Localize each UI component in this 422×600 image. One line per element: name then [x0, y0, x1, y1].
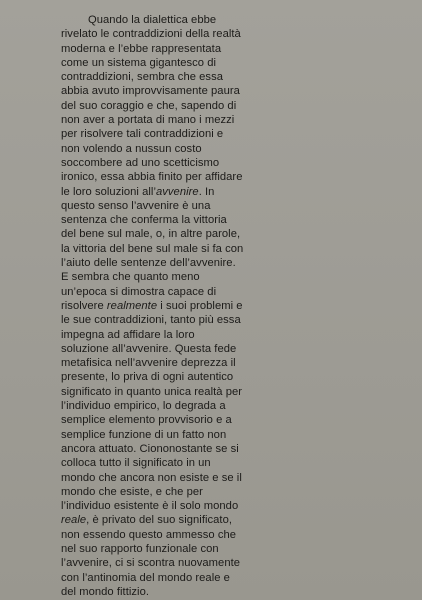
text-line	[61, 342, 361, 356]
text-line-text: mondo che esiste, e che per	[61, 485, 203, 498]
text-line	[61, 227, 361, 241]
text-line-italic: avvenire	[156, 185, 199, 198]
text-line	[61, 142, 361, 156]
text-line-text: come un sistema gigantesco di	[61, 56, 217, 69]
text-line-text: la vittoria del bene sul male si fa con	[61, 242, 244, 255]
text-line	[61, 270, 361, 284]
text-line-text: moderna e l’ebbe rappresentata	[61, 42, 222, 55]
text-line-text: l’individuo esistente è il solo mondo	[61, 500, 239, 513]
text-line-continuation: i suoi problemi e	[157, 299, 243, 312]
text-line-text: per risolvere tali contraddizioni e	[61, 128, 224, 141]
text-line	[61, 456, 361, 470]
text-line-text: del suo coraggio e che, sapendo di	[61, 99, 237, 112]
text-line-text: impegna ad affidare la loro	[61, 328, 195, 341]
text-line	[61, 42, 361, 56]
text-line	[61, 571, 361, 585]
text-line	[61, 413, 361, 427]
text-line-text: abbia avuto improvvisamente paura	[61, 85, 240, 98]
text-line	[61, 113, 361, 127]
text-line	[61, 242, 361, 256]
text-line-text: Quando la dialettica ebbe	[88, 14, 217, 26]
text-line	[61, 356, 361, 370]
text-line-text: ancora attuato. Ciononostante se si	[61, 442, 239, 455]
text-line-text: con l’antinomia del mondo reale e	[61, 571, 230, 584]
text-line	[61, 256, 361, 270]
text-line-text: contraddizioni, sembra che essa	[61, 71, 223, 84]
text-line-text: metafisica nell’avvenire deprezza il	[61, 357, 236, 370]
text-line-text: risolvere	[61, 299, 107, 312]
text-line-text: l’avvenire, ci si scontra nuovamente	[61, 557, 241, 570]
text-line-text: non volendo a nussun costo	[61, 142, 202, 155]
text-line-text: soluzione all’avvenire. Questa fede	[61, 342, 237, 355]
text-line-continuation: , è privato del suo significato,	[86, 514, 233, 527]
text-line-text: questo senso l’avvenire è una	[61, 199, 211, 212]
text-line-continuation: . In	[198, 185, 215, 198]
text-line-text: non essendo questo ammesso che	[61, 528, 237, 541]
text-line	[61, 542, 361, 556]
text-line-text: semplice elemento provvisorio e a	[61, 414, 232, 427]
text-line-text: un’epoca si dimostra capace di	[61, 285, 217, 298]
text-line-text: del mondo fittizio.	[61, 585, 150, 598]
text-line	[61, 299, 361, 313]
text-line-text: nel suo rapporto funzionale con	[61, 542, 219, 555]
text-line	[61, 313, 361, 327]
text-line-text: l’individuo empirico, lo degrada a	[61, 400, 226, 413]
text-line-text: colloca tutto il significato in un	[61, 457, 211, 470]
text-line-text: presente, lo priva di ogni autentico	[61, 371, 234, 384]
text-line	[61, 513, 361, 527]
text-line	[61, 56, 361, 70]
text-line	[61, 485, 361, 499]
text-line	[61, 99, 361, 113]
text-line-text: mondo che ancora non esiste e se il	[61, 471, 242, 484]
text-line	[61, 170, 361, 184]
text-line	[61, 84, 361, 98]
text-line	[61, 127, 361, 141]
text-line-text: rivelato le contraddizioni della realtà	[61, 28, 241, 41]
text-line	[61, 370, 361, 384]
text-line	[61, 213, 361, 227]
text-line-italic: realmente	[106, 299, 158, 312]
text-line-text: ironico, essa abbia finito per affidare	[61, 171, 243, 184]
text-line	[61, 328, 361, 342]
text-line	[61, 156, 361, 170]
text-line	[61, 442, 361, 456]
text-line-text: semplice funzione di un fatto non	[61, 428, 227, 441]
text-line	[61, 185, 361, 199]
text-line	[61, 399, 361, 413]
text-line	[61, 27, 361, 41]
text-line	[61, 556, 361, 570]
text-line	[61, 585, 361, 599]
text-line	[61, 285, 361, 299]
text-line-text: E sembra che quanto meno	[61, 271, 200, 284]
text-line	[61, 199, 361, 213]
text-line-text: le loro soluzioni all’	[61, 185, 156, 198]
text-line-text: l’aiuto delle sentenze dell’avvenire.	[61, 257, 236, 270]
text-line	[61, 385, 361, 399]
text-line-text: non aver a portata di mano i mezzi	[61, 114, 235, 127]
text-line-text: significato in quanto unica realtà per	[61, 385, 243, 398]
text-column	[61, 13, 361, 599]
text-line	[61, 428, 361, 442]
text-line	[61, 70, 361, 84]
text-line-text: soccombere ad uno scetticismo	[61, 156, 220, 169]
text-line-text: del bene sul male, o, in altre parole,	[61, 228, 241, 241]
text-line-italic: reale	[61, 514, 87, 527]
text-line	[61, 471, 361, 485]
text-line-text: sentenza che conferma la vittoria	[61, 214, 227, 227]
text-line	[61, 528, 361, 542]
text-line	[61, 499, 361, 513]
text-line	[61, 13, 361, 27]
text-line-text: le sue contraddizioni, tanto più essa	[61, 314, 241, 327]
